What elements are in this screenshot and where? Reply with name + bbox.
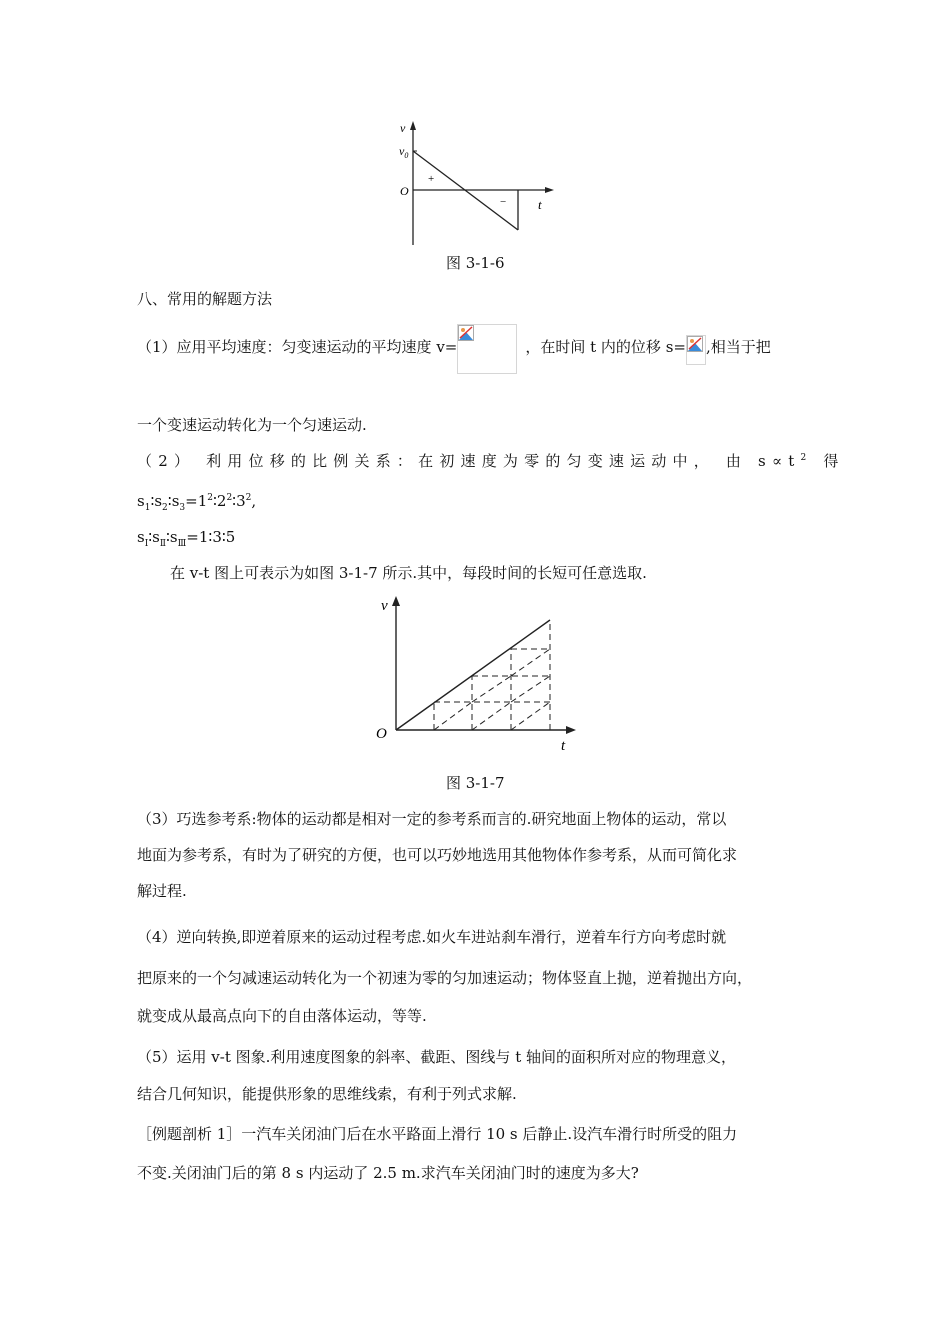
broken-image-icon [458,325,474,341]
velocity-line [396,620,550,730]
axis-v-label: v [381,598,388,614]
figure-3-1-6 [390,118,560,248]
axis-v-label: v [400,121,406,135]
figure-caption-3-1-7: 图 3-1-7 [446,774,505,792]
method2-ratio1: $s_1∶s_2∶s_3=1^2∶2^2∶3^2$, [137,492,257,513]
axis-t-label: t [538,197,542,212]
method4-line2: 把原来的一个匀减速运动转化为一个初速为零的匀加速运动；物体竖直上抛，逆着抛出方向， [137,969,753,987]
method5-line1: （5）运用 v-t 图象.利用速度图象的斜率、截距、图线与 t 轴间的面积所对应的物理意义， [137,1048,736,1066]
figure-caption-3-1-6: 图 3-1-6 [446,254,505,272]
section-heading: 八、常用的解题方法 [137,290,273,308]
minus-label: − [500,196,507,208]
method4-line1: （4）逆向转换,即逆着原来的运动过程考虑.如火车进站刹车滑行，逆着车行方向考虑时就 [137,928,727,946]
average-velocity-formula-image [457,324,517,374]
method3-line2: 地面为参考系，有时为了研究的方便，也可以巧妙地选用其他物体作参考系，从而可简化求 [137,846,738,864]
v0-label: $v_0$ [399,144,409,160]
method3-line1: （3）巧选参考系:物体的运动都是相对一定的参考系而言的.研究地面上物体的运动，常以 [137,810,727,828]
t-axis-arrow [566,726,576,734]
example-line1: ［例题剖析 1］一汽车关闭油门后在水平路面上滑行 10 s 后静止.设汽车滑行时所受的阻力 [137,1125,738,1143]
broken-image-icon [687,336,703,352]
origin-label: O [376,726,387,742]
axis-t-label: t [561,738,566,754]
figure-3-1-7 [370,592,585,757]
method3-line3: 解过程. [137,882,187,900]
t-axis-arrow [545,187,554,193]
method5-line2: 结合几何知识，能提供形象的思维线索，有利于列式求解. [137,1085,517,1103]
plus-label: + [428,173,435,185]
method2-note: 在 v-t 图上可表示为如图 3-1-7 所示.其中，每段时间的长短可任意选取. [170,564,647,582]
v-axis-arrow [410,121,416,130]
example-line2: 不变.关闭油门后的第 8 s 内运动了 2.5 m.求汽车关闭油门时的速度为多大? [137,1164,639,1182]
method2-line1: （2） 利用位移的比例关系：在初速度为零的匀变速运动中， 由 $s\propto t^2$ 得 [137,452,845,470]
dashed-grid [434,620,550,730]
v-axis-arrow [392,596,400,606]
method2-ratio2: $s_Ⅰ∶s_Ⅱ∶s_Ⅲ=1∶3∶5$ [137,528,236,549]
origin-label: O [400,184,409,198]
displacement-formula-image [686,335,706,365]
method1-line1: （1）应用平均速度：匀变速运动的平均速度 v= ，在时间 t 内的位移 s= ,相当于把 [137,337,771,357]
method1-line2: 一个变速运动转化为一个匀速运动. [137,416,367,434]
method4-line3: 就变成从最高点向下的自由落体运动，等等. [137,1007,427,1025]
